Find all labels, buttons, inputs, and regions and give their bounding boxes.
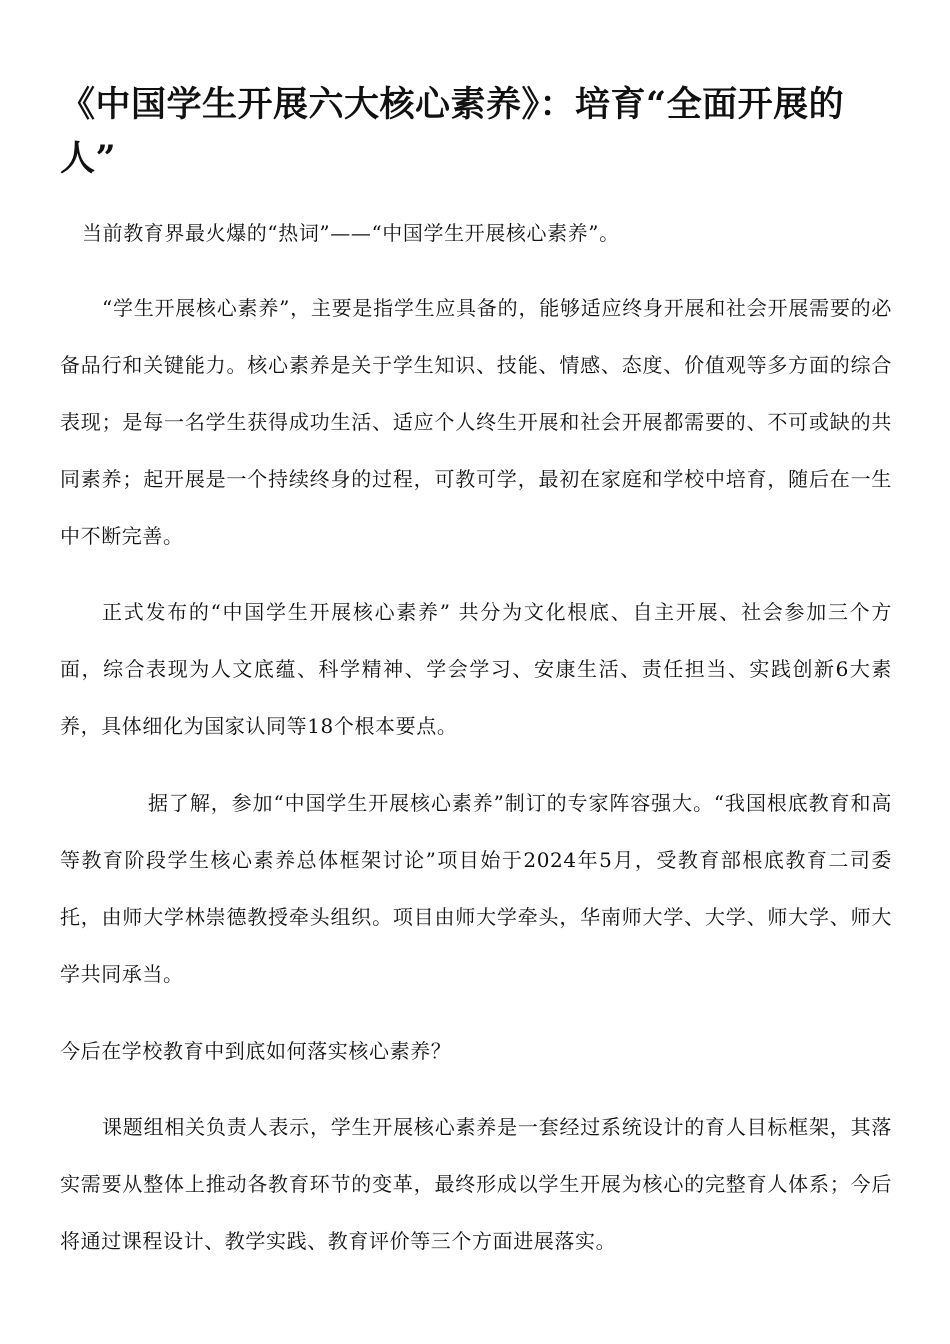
paragraph-question: 今后在学校教育中到底如何落实核心素养？ <box>60 1039 452 1063</box>
paragraph-framework: 正式发布的“中国学生开展核心素养” 共分为文化根底、自主开展、社会参加三个方面，综合表现为人文底蕴、科学精神、学会学习、安康生活、责任担当、实践创新6大素养，具体细化为国家认同等18个根本要点。 <box>60 600 892 738</box>
document-title: 《中国学生开展六大核心素养》：培育“全面开展的人” <box>60 84 845 179</box>
paragraph-definition: “学生开展核心素养”，主要是指学生应具备的，能够适应终身开展和社会开展需要的必备品行和关键能力。核心素养是关于学生知识、技能、情感、态度、价值观等多方面的综合表现；是每一名学生获得成功生活、适应个人终生开展和社会开展都需要的、不可或缺的共同素养；起开展是一个持续终身的过程，可教可学，最初在家庭和学校中培育，随后在一生中不断完善。 <box>60 296 892 548</box>
paragraph-experts: 据了解，参加“中国学生开展核心素养”制订的专家阵容强大。“我国根底教育和高等教育阶段学生核心素养总体框架讨论”项目始于2024年5月，受教育部根底教育二司委托，由师大学林崇德教授牵头组织。项目由师大学牵头，华南师大学、大学、师大学、师大学共同承当。 <box>60 791 892 986</box>
paragraph-hot-word: 当前教育界最火爆的“热词”——“中国学生开展核心素养”。 <box>82 221 620 245</box>
paragraph-implementation: 课题组相关负责人表示，学生开展核心素养是一套经过系统设计的育人目标框架，其落实需要从整体上推动各教育环节的变革，最终形成以学生开展为核心的完整育人体系；今后将通过课程设计、教学实践、教育评价等三个方面进展落实。 <box>60 1115 892 1253</box>
